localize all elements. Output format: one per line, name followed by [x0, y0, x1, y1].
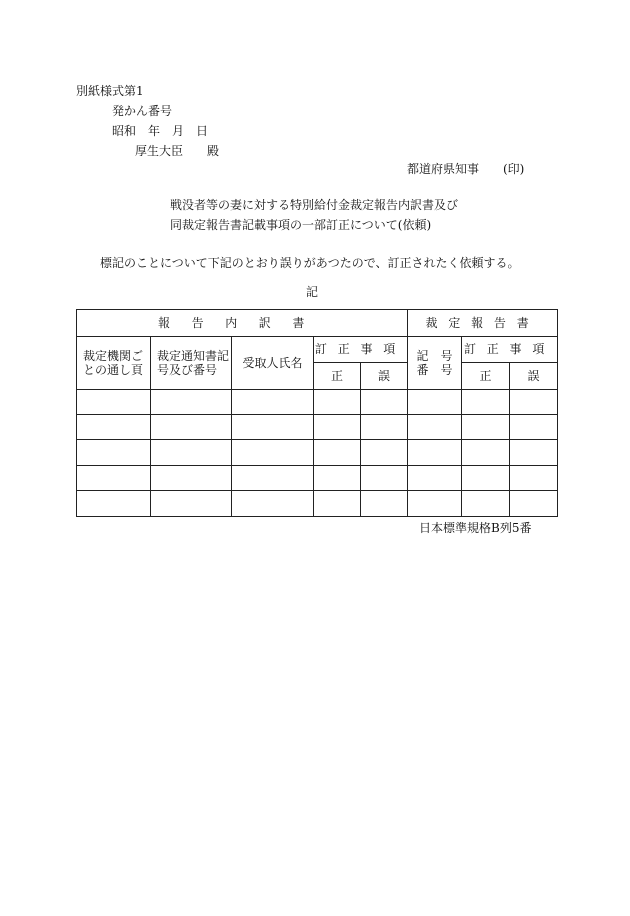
- table-cell: [232, 491, 314, 517]
- table-cell: [361, 465, 408, 490]
- table-cell: [232, 414, 314, 439]
- table-cell: [77, 491, 151, 517]
- col-number-label: 番 号: [416, 362, 453, 377]
- table-row: [77, 465, 558, 490]
- table-cell: [314, 465, 361, 490]
- table-cell: [408, 440, 462, 465]
- table-cell: [408, 465, 462, 490]
- table-cell: [77, 465, 151, 490]
- correction-table: [76, 309, 558, 517]
- table-row: [77, 491, 558, 517]
- table-cell: [408, 414, 462, 439]
- col-recipient: 受取人氏名: [232, 336, 314, 389]
- table-cell: [462, 465, 510, 490]
- ki-label: 記: [306, 285, 319, 299]
- table-cell: [361, 440, 408, 465]
- table-cell: [77, 440, 151, 465]
- group-report-header: 裁定報告書: [408, 310, 558, 337]
- title-line-2: 同裁定報告書記載事項の一部訂正について(依頼): [170, 218, 432, 232]
- table-cell: [314, 440, 361, 465]
- table-cell: [151, 440, 232, 465]
- table-cell: [408, 389, 462, 414]
- table-cell: [151, 465, 232, 490]
- col-correct-2: 正: [462, 363, 510, 390]
- paper-size-note: 日本標準規格B列5番: [419, 521, 532, 535]
- col-correction-2: 訂正事項: [462, 336, 558, 363]
- body-text: 標記のことについて下記のとおり誤りがあつたので、訂正されたく依頼する。: [100, 256, 520, 270]
- table-cell: [314, 389, 361, 414]
- table-cell: [462, 389, 510, 414]
- table-cell: [232, 465, 314, 490]
- table-cell: [361, 414, 408, 439]
- table-cell: [151, 414, 232, 439]
- col-correction: 訂正事項: [314, 336, 408, 363]
- table-cell: [361, 389, 408, 414]
- table-cell: [510, 440, 558, 465]
- addressee: 厚生大臣 殿: [135, 144, 220, 158]
- col-notice-no: 裁定通知書記号及び番号: [151, 336, 232, 389]
- issue-number: 発かん番号: [112, 104, 173, 118]
- table-cell: [408, 491, 462, 517]
- table-cell: [510, 389, 558, 414]
- col-correct: 正: [314, 363, 361, 390]
- col-agency-seq: 裁定機関ごとの通し頁: [77, 336, 151, 389]
- col-symbol-label: 記 号: [416, 348, 453, 363]
- table-cell: [314, 414, 361, 439]
- table-row: [77, 389, 558, 414]
- seal-mark: (印): [503, 162, 525, 176]
- col-symbol-no: [408, 336, 462, 389]
- table-cell: [232, 389, 314, 414]
- table-cell: [510, 465, 558, 490]
- table-cell: [462, 491, 510, 517]
- table-row: [77, 440, 558, 465]
- table-cell: [510, 491, 558, 517]
- table-row: [77, 414, 558, 439]
- table-cell: [510, 414, 558, 439]
- date-line: 昭和 年 月 日: [112, 124, 209, 138]
- table-cell: [151, 491, 232, 517]
- table-cell: [77, 389, 151, 414]
- sender: 都道府県知事: [407, 162, 480, 176]
- col-wrong: 誤: [361, 363, 408, 390]
- col-wrong-2: 誤: [510, 363, 558, 390]
- title-line-1: 戦没者等の妻に対する特別給付金裁定報告内訳書及び: [170, 198, 459, 212]
- table-cell: [462, 414, 510, 439]
- table-cell: [361, 491, 408, 517]
- table-cell: [314, 491, 361, 517]
- table-cell: [77, 414, 151, 439]
- table-cell: [151, 389, 232, 414]
- table-cell: [232, 440, 314, 465]
- group-breakdown-header: 報告内訳書: [77, 310, 408, 337]
- form-id: 別紙様式第1: [76, 84, 144, 98]
- table-cell: [462, 440, 510, 465]
